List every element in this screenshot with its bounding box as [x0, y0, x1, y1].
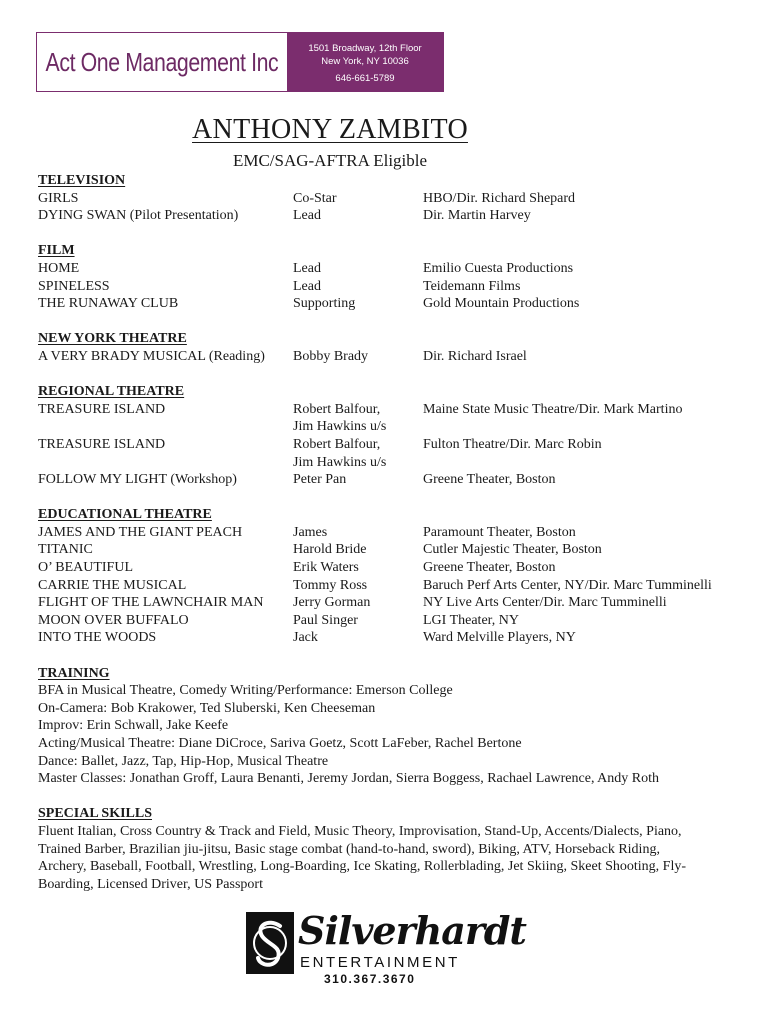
silverhardt-s-mark-icon [246, 912, 294, 974]
credit-row [38, 295, 738, 313]
section-heading: FILM [38, 243, 75, 259]
agency-banner [36, 32, 444, 92]
credit-company: HBO/Dir. Richard Shepard [423, 190, 576, 206]
section-heading: NEW YORK THEATRE [38, 331, 187, 347]
credit-role: Harold Bride [293, 542, 367, 558]
credit-row [38, 559, 738, 577]
agency-name: Act One Management Inc [45, 46, 279, 77]
credit-role: Lead [293, 208, 321, 224]
section-heading: EDUCATIONAL THEATRE [38, 507, 212, 523]
credit-company: Cutler Majestic Theater, Boston [423, 542, 602, 558]
credit-company: Baruch Perf Arts Center, NY/Dir. Marc Tumminelli [423, 577, 712, 593]
credit-title: GIRLS [38, 190, 79, 206]
credit-row [38, 401, 738, 436]
credit-row [38, 594, 738, 612]
agency-name-panel [37, 33, 287, 91]
credit-company: Dir. Richard Israel [423, 348, 527, 364]
silverhardt-brand: Silverhardt [298, 908, 526, 953]
credit-title: DYING SWAN (Pilot Presentation) [38, 208, 239, 224]
credit-row [38, 524, 738, 542]
credit-company: Greene Theater, Boston [423, 560, 556, 576]
agency-address-line1: 1501 Broadway, 12th Floor [308, 43, 422, 54]
skills-line: Fluent Italian, Cross Country & Track and Field, Music Theory, Improvisation, Stand-Up, Accents/Dialects, Piano, [38, 823, 682, 839]
skills-line: Trained Barber, Brazilian jiu-jitsu, Basic stage combat (hand-to-hand, sword), Biking, ATV, Horseback Riding, [38, 841, 660, 857]
union-status: EMC/SAG-AFTRA Eligible [232, 151, 428, 170]
credit-title: TREASURE ISLAND [38, 436, 166, 452]
credit-company: Teidemann Films [423, 278, 521, 294]
section-television [38, 172, 738, 225]
credit-title: HOME [38, 260, 80, 276]
credit-title: SPINELESS [38, 278, 110, 294]
credit-title: TITANIC [38, 542, 93, 558]
skills-line: Archery, Baseball, Football, Wrestling, Long-Boarding, Ice Skating, Rollerblading, Jet Skiing, Skeet Shooting, Fly- [38, 859, 687, 875]
credit-company: Fulton Theatre/Dir. Marc Robin [423, 436, 602, 452]
credit-row [38, 577, 738, 595]
credit-row [38, 471, 738, 489]
credit-company: Emilio Cuesta Productions [423, 260, 574, 276]
credit-row [38, 541, 738, 559]
credit-title: FLIGHT OF THE LAWNCHAIR MAN [38, 595, 264, 611]
training-line: Improv: Erin Schwall, Jake Keefe [38, 718, 229, 734]
silverhardt-tagline: ENTERTAINMENT [300, 954, 460, 971]
credit-row [38, 207, 738, 225]
credit-role: Lead [293, 260, 321, 276]
agency-contact-panel [287, 33, 443, 91]
credit-role: Peter Pan [293, 472, 347, 488]
credit-role: James [293, 524, 328, 540]
credit-company: Greene Theater, Boston [423, 472, 556, 488]
credit-company: Gold Mountain Productions [423, 296, 580, 312]
training-line: On-Camera: Bob Krakower, Ted Sluberski, Ken Cheeseman [38, 700, 376, 716]
resume-body [38, 172, 738, 893]
credit-title: CARRIE THE MUSICAL [38, 577, 187, 593]
actor-name: ANTHONY ZAMBITO [192, 114, 468, 145]
credit-row [38, 278, 738, 296]
credit-company: Paramount Theater, Boston [423, 524, 576, 540]
credit-title: FOLLOW MY LIGHT (Workshop) [38, 472, 237, 488]
credit-row [38, 190, 738, 208]
credit-role-line2: Jim Hawkins u/s [293, 419, 387, 435]
credit-title: INTO THE WOODS [38, 630, 157, 646]
credit-company: Ward Melville Players, NY [423, 630, 576, 646]
credit-row [38, 348, 738, 366]
training-line: BFA in Musical Theatre, Comedy Writing/Performance: Emerson College [38, 683, 453, 699]
credit-company: Maine State Music Theatre/Dir. Mark Martino [423, 401, 683, 417]
credit-role-line1: Robert Balfour, [293, 436, 381, 452]
credit-title: THE RUNAWAY CLUB [38, 296, 179, 312]
credit-role-line1: Robert Balfour, [293, 401, 381, 417]
credit-row [38, 629, 738, 647]
section-film [38, 242, 738, 312]
section-special-skills [38, 805, 738, 893]
credit-role [293, 436, 423, 471]
credit-role-line2: Jim Hawkins u/s [293, 454, 387, 470]
section-heading: TRAINING [38, 665, 110, 681]
agency-address-line2: New York, NY 10036 [321, 55, 409, 67]
credit-role: Erik Waters [293, 560, 359, 576]
credit-company: Dir. Martin Harvey [423, 208, 531, 224]
section-regional-theatre [38, 383, 738, 489]
credit-title: A VERY BRADY MUSICAL (Reading) [38, 348, 265, 364]
credit-title: JAMES AND THE GIANT PEACH [38, 524, 243, 540]
credit-role: Supporting [293, 296, 356, 312]
credit-role: Lead [293, 278, 321, 294]
section-heading: REGIONAL THEATRE [38, 384, 185, 400]
credit-role: Jerry Gorman [293, 595, 371, 611]
training-line: Acting/Musical Theatre: Diane DiCroce, Sariva Goetz, Scott LaFeber, Rachel Bertone [38, 736, 522, 751]
credit-row [38, 260, 738, 278]
credit-row [38, 436, 738, 471]
credit-role [293, 401, 423, 436]
credit-company: LGI Theater, NY [423, 612, 519, 628]
credit-role: Co-Star [293, 190, 337, 206]
agency-phone: 646-661-5789 [335, 73, 395, 84]
section-training [38, 665, 738, 788]
training-line: Master Classes: Jonathan Groff, Laura Benanti, Jeremy Jordan, Sierra Boggess, Rachael Lawrence, Andy Roth [38, 771, 660, 787]
credit-role: Jack [293, 630, 318, 646]
credit-row [38, 612, 738, 630]
credit-title: MOON OVER BUFFALO [38, 612, 189, 628]
training-line: Dance: Ballet, Jazz, Tap, Hip-Hop, Musical Theatre [38, 753, 329, 769]
skills-line: Boarding, Licensed Driver, US Passport [38, 876, 263, 892]
credit-title: TREASURE ISLAND [38, 401, 166, 417]
credit-title: O’ BEAUTIFUL [38, 560, 134, 576]
credit-company: NY Live Arts Center/Dir. Marc Tumminelli [423, 595, 667, 611]
section-educational-theatre [38, 506, 738, 647]
credit-role: Bobby Brady [293, 348, 369, 364]
section-heading: TELEVISION [38, 173, 126, 188]
credit-role: Paul Singer [293, 612, 358, 628]
section-new-york-theatre [38, 330, 738, 365]
silverhardt-logo [246, 908, 526, 990]
credit-role: Tommy Ross [293, 577, 368, 593]
silverhardt-phone: 310.367.3670 [324, 972, 416, 986]
section-heading: SPECIAL SKILLS [38, 806, 152, 822]
